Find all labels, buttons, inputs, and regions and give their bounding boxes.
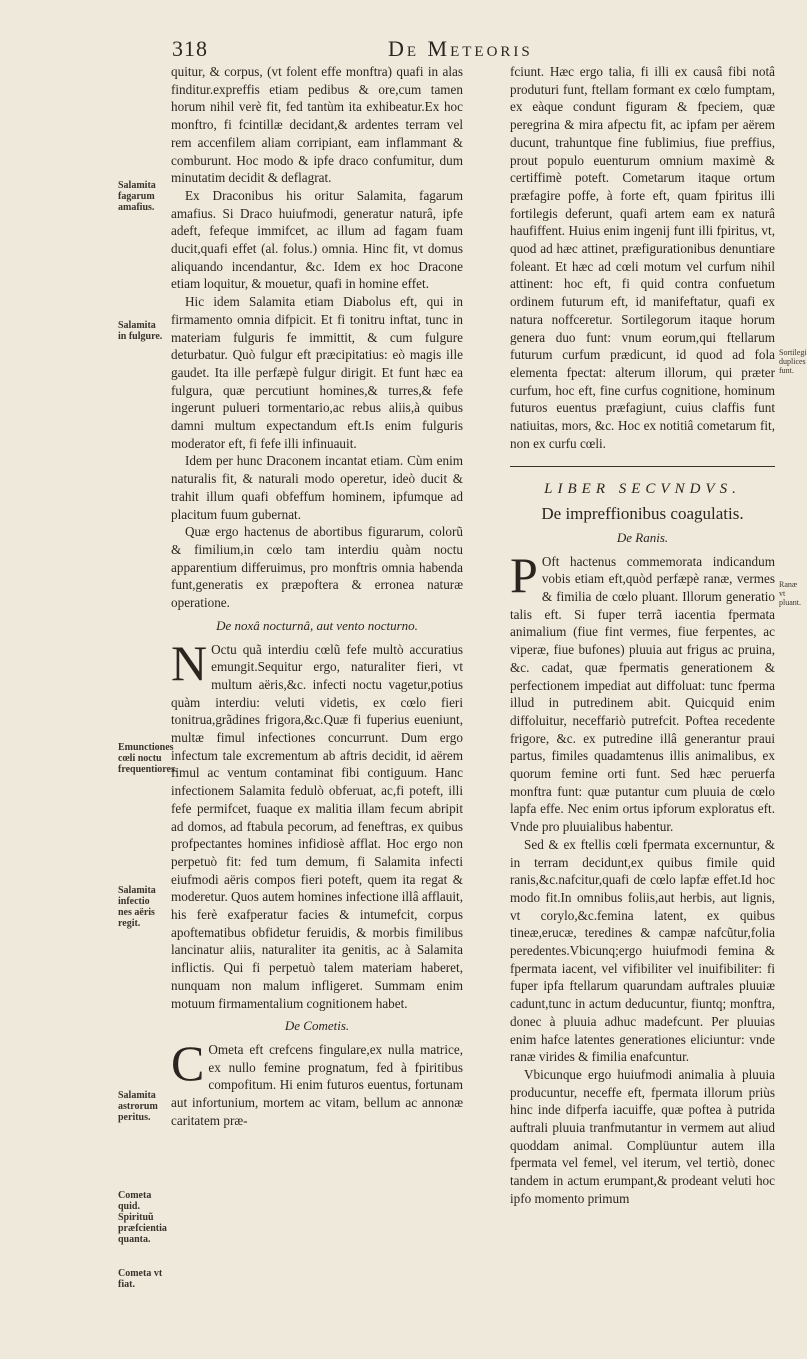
- subheading-ranis: De Ranis.: [616, 529, 669, 545]
- book-title: LIBER SECVNDVS.: [544, 481, 741, 498]
- drop-cap: C: [171, 1034, 205, 1091]
- page-number: 318: [172, 36, 208, 61]
- paragraph: Quæ ergo hactenus de abortibus figurarum, colorũ & fimilium,in cœlo tam interdiu quàm noctu apparentium differuimus, pro monftris omnia habenda funt,generatis ex præpoftera & erronea naturæ operatione.: [171, 524, 463, 611]
- subheading-cometis: De Cometis.: [284, 1018, 350, 1034]
- section-title: De impreffionibus coagulatis.: [541, 504, 744, 524]
- margin-note-sortilegi: Sortilegi duplices funt.: [779, 348, 807, 375]
- running-title: De Meteoris: [388, 36, 533, 61]
- section-divider: [510, 466, 775, 467]
- right-column: [510, 63, 775, 1208]
- margin-note-salamita-fagarum: Salamita fagarum amafius.: [118, 180, 156, 213]
- paragraph: fciunt. Hæc ergo talia, fi illi ex causâ fibi notâ produturi funt, ftellam formant ex cœlo fumptam, ex eàque condunt figuram & fpeciem, quæ peregrina & mira afpectu fit, ac ipfam per aërem ducunt, trahuntque fine fublimius, fiue preffius, prout populo euenturum omnium maximè & certiffimè poteft. Cometarum itaque ortum præfagire poffe, à forte eft, quam fpiritus illi fortilegis deferunt, quafi artem eam ex naturâ haufiffent. Huius enim ingenij funt illi fpiritus, vt, quod ad hæc attinet, præfigurationibus denuntiare foleant. Et hæc ad cœli motum vel curfum nihil attinent: hoc eft, fi quid contra confuetum ordinem futurum eft, id manifeftatur, quafi ex natura noffceretur. Sortilegorum itaque horum genera duo funt: vnum eorum,qui ftellarum futurum curfum prædicunt, id quod ad fola elementa fpectat: alterum illorum, qui præter curfum, hoc eft, fine curfus cognitione, hominum futuros euentus præfagiunt, cuius claffis funt natiuitas, mors, &c. Hoc ex notitiâ cometarum fit, non ex curfu cœli.: [510, 64, 775, 451]
- paragraph-with-initial: [171, 634, 463, 1013]
- paragraph: Vbicunque ergo huiufmodi animalia à pluuia producuntur, neceffe eft, fpermata illorum priùs hinc inde difperfa iacuiffe, quæ poftea à putrida auftrali pluuia tranfmutantur in vermem aut aliud quoddam animal. Complüuntur autem illa fpermata vel femel, vel iterum, vel tertiò, donec tandem in actum erumpant,& prodeant veluti hoc ipfo momento primum: [510, 1066, 775, 1206]
- margin-note-salamita-astrorum: Salamita astrorum peritus.: [118, 1090, 158, 1123]
- paragraph-with-initial: [171, 1034, 463, 1130]
- margin-note-ranae: Ranæ vt pluant.: [779, 580, 801, 607]
- paragraph: quitur, & corpus, (vt folent effe monftra) quafi in alas finditur.expreffis etiam pedibus & ore,cum tamen horum nihil verè fit, fed tantùm ita exhibeatur.Ex hoc monftro, fi fcintillæ decidant,& ardentes terram vel rem accenfilem aliam corripiant, eam inflammant & comburunt. Hoc modo & ipfe draco confumitur, dum minutatim decidit & deflagrat.: [171, 64, 463, 186]
- paragraph: Ex Draconibus his oritur Salamita, fagarum amafius. Si Draco huiufmodi, generatur naturâ, ipfe adeft, fefeque immifcet, ac illum ad fagam fuam ducit,quafi effet (al. folus.) omnia. Hinc fit, vt domus aliquando incendantur, &c. Idem ex hoc Dracone etiam loquitur, & mouetur, quafi in homine effet.: [171, 187, 463, 292]
- margin-note-emunctiones: Emunctiones cœli noctu frequentiores.: [118, 742, 178, 775]
- paragraph: Hic idem Salamita etiam Diabolus eft, qui in firmamento omnia difpicit. Et fi tonitru inftat, tunc in materiam fulguris fe immittit, & cum fulgure deturbatur. Quò fulgur eft præcipitatius: eò magis ille gaudet. Ita ille perfæpè fulgur dirigit. Et funt hæc ea fulgura, quæ percutiunt homines,& turres,& fefe ingerunt pulueri tormentario,ac rebus aliis,à quibus damni multum expectandum eft.Is enim fulguris moderator eft, fi fefe illi infinuauit.: [171, 294, 463, 451]
- margin-note-salamita-infectio: Salamita infectio nes aëris regit.: [118, 885, 156, 929]
- left-column: [171, 63, 463, 1129]
- margin-note-salamita-fulgure: Salamita in fulgure.: [118, 320, 163, 342]
- margin-note-cometa-vt-fiat: Cometa vt fiat.: [118, 1268, 163, 1290]
- drop-cap: P: [510, 546, 538, 603]
- paragraph-text: Ometa eft crefcens fingulare,ex nulla matrice, ex nullo femine prognatum, fed à fpiritibus compofitum. Hi enim futuros euentus, fortunam aut infortunium, mortem ac vitam, bellum ac annonæ caritatem præ-: [171, 1041, 463, 1128]
- paragraph: Idem per hunc Draconem incantat etiam. Cùm enim naturalis fit, & naturali modo operetur, ideò ducit & trahit illum quafi obfeffum hominem, ipfumque ad placitum fuum gubernat.: [171, 453, 463, 522]
- subheading-noxa-nocturna: De noxâ nocturnâ, aut vento nocturno.: [216, 617, 418, 633]
- paragraph-text: Oft hactenus commemorata indicandum vobis etiam eft,quòd perfæpè ranæ, vermes & fimilia de cœlo pluant. Illorum generatio talis eft. Si fuper terrã iacentia fpermata animalium (fiue fint vermes, fiue ferpentes, ac viperæ, fiue bufones) pluuia aut frigus ac pruina, &c. cadat, quæ fpermatis generationem & perfectionem impediat aut diffoluat: tunc fperma illud in putredinem abit. Quicquid enim diffoluitur, neceffariò putrefcit. Poftea recedente frigore, &c. ex putredine illâ generantur praui partus, fimiles quadamtenus illis animalibus, ex quorum femine orti funt. Sed hæc peruerfa monftra funt: quæ putantur cum pluuia de cœlo lapfa effe. Nec enim ortus ipforum exploratus eft. Vnde pro pluuialibus habentur.: [510, 553, 775, 835]
- running-header: [172, 36, 772, 66]
- paragraph-with-initial: [510, 546, 775, 836]
- paragraph: Sed & ex ftellis cœli fpermata excernuntur, & in terram decidunt,ex quibus fimile quid ranis,&c.nafcitur,quafi de cœlo lapfæ effet.Id hoc modo fit.In omnibus foliis,aut herbis, aut lignis, vt corylo,&c.femina latent, ex quibus tineæ,erucæ, teredines & campæ nafcũtur,folia peredentes.Vbicunq;ergo huiufmodi femina & fpermata iacent, vel vifibiliter vel inuifibiliter: fi fuper ipfa ftellarum quarundam auftrales pluuiæ cadunt,tunc in actum deducuntur, fiuntq; monftra, donec à pluuia adhuc madefcunt. Per pluuias enim hafce latentes generationes eliciuntur: vnde ranæ virides & fimilia enafcuntur.: [510, 836, 775, 1065]
- margin-note-cometa-quid: Cometa quid. Spirituũ præfcientia quanta.: [118, 1190, 167, 1245]
- drop-cap: N: [171, 634, 208, 691]
- paragraph-text: Octu quã interdiu cœlũ fefe multò accuratius emungit.Sequitur ergo, naturaliter fieri, vt multum aëris,&c. infecti noctu vagetur,potius quàm interdiu: veluti videtis, ex cœlo fieri tonitrua,grãdines frigora,&c.Quæ fi fuperius eueniunt, multæ fimul infectiones concurrunt. Dum ergo infectum tale excrementum ab aftris decidit, id aërem fimul ac ventum contaminat fibi contiguum. Hanc infectionem Salamita fedulò obferuat, ac,fi poteft, illi fefe permifcet, fuaque ex malitia illam fecum abripit ad domos, ad ftabula pecorum, ad feneftras, ex quibus profpectantes homines infidiosè afflat. Hoc ergo non perpetuò fit: fed tum demum, fi Salamita infecti eiufmodi aëris compos fieri poteft, quem ita regat & moderetur. Quos autem homines infectione illâ afflauit, his ferè exafperatur facies & intumefcit, corpus apoftematibus obfidetur feruidis, & morbis fimilibus lancinatur aliis, naturaliter ita genitis, ac à Salamita inflictis. Qui fi perpetuò talem materiam haberet, nunquam non malum infligeret. Summam enim motuum firmamentalium cognitionem habet.: [171, 641, 463, 1011]
